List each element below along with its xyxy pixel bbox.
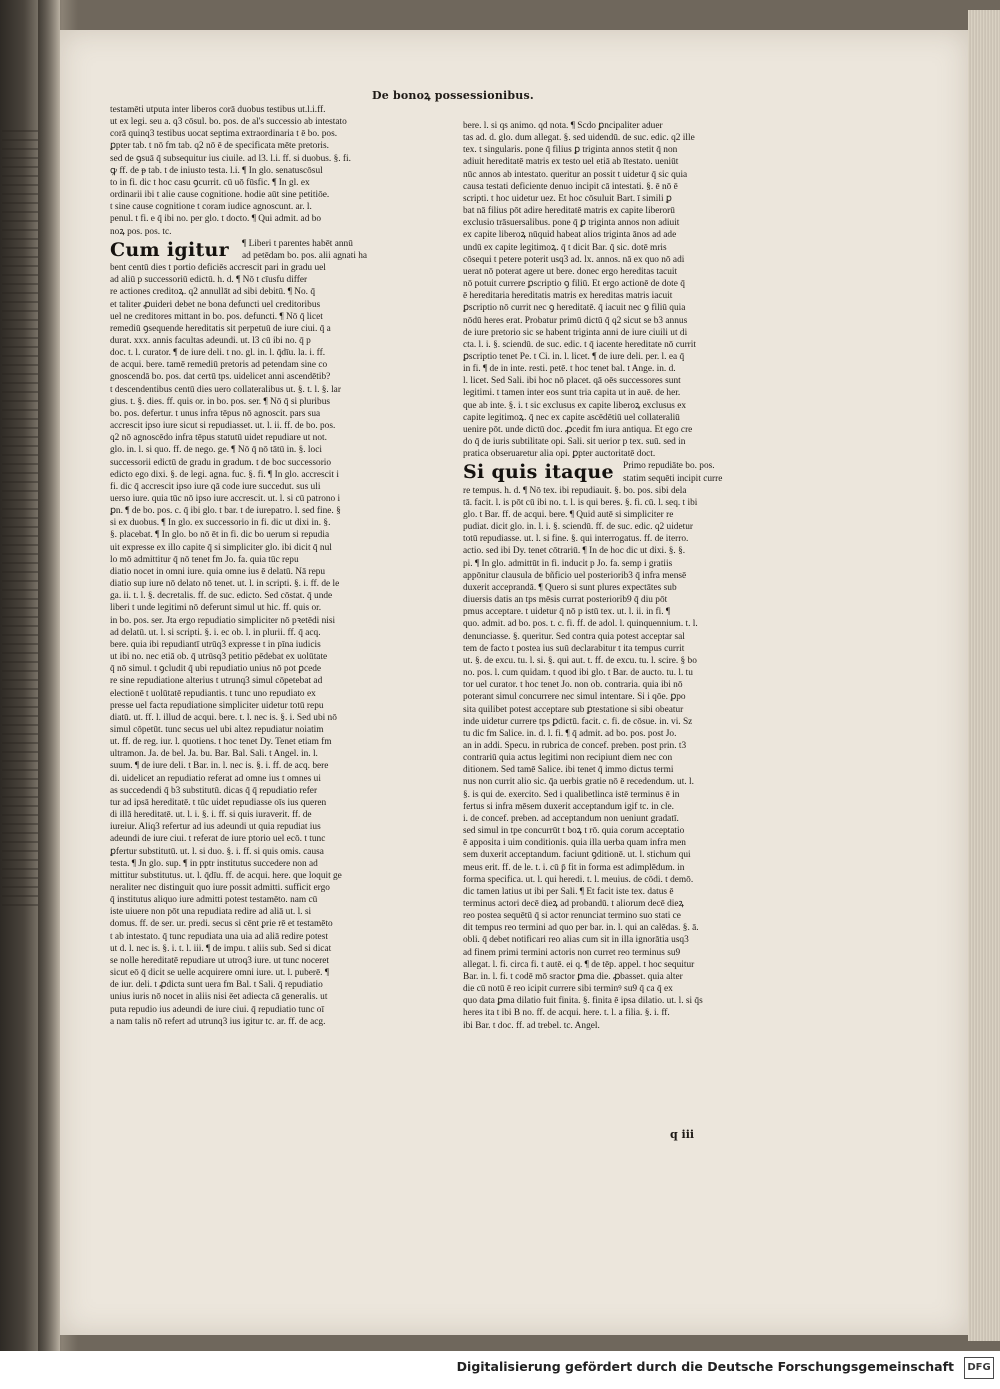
text-line: q̄ nō simul. t ꝯcludit q̄ ubi repudiatio unius nō pot ꝑcede (110, 664, 322, 675)
text-line: glo. in. l. si quo. ff. de nego. ge. ¶ Nō q̄ nō tātū in. §. loci (110, 445, 322, 456)
text-line: testamēti utputa inter liberos corā duobus testibus ut.l.i.ff. (110, 105, 326, 115)
text-line: i. de concef. preben. ad acceptandum non ueniunt gradatī. (463, 813, 679, 824)
text-line: reo postea sequētū q̄ si actor renunciat termino suo stati ce (463, 911, 681, 922)
text-line: mittitur substitutus. ut. l. q̄dīu. ff. de acqui. here. que loquit ge (110, 870, 342, 881)
text-line: de acqui. bere. tamē remediū pretoris ad petendam sine co (110, 360, 328, 371)
text-line: neraliter nec distinguit quo iure possit admitti. sufficit ergo (110, 883, 330, 894)
text-line: ꝑscriptio tenet Pe. t Ci. in. l. licet. ¶ de iure deli. per. l. ea q̄ (463, 351, 685, 362)
text-line: re tempus. h. d. ¶ Nō tex. ibi repudiauit. §. bo. pos. sibi dela (463, 485, 687, 496)
text-line: scripti. t hoc uidetur uez. Et hoc cōsuluit Bart. ī simili ꝑ (463, 193, 672, 204)
text-line: q2 nō agnoscēdo infra tēpus statutū uidet repudiare ut not. (110, 433, 327, 444)
text-line: tā. facit. l. is pōt cū ibi no. t. l. is qui beres. §. fi. cū. l. seq. t ibi (463, 497, 698, 508)
text-line: pi. ¶ In glo. admittūt in fi. inducit p Jo. fa. semp i gratiis (463, 558, 673, 569)
text-line: penul. t fi. e q̄ ibi no. per glo. t docto. ¶ Qui admit. ad bo (110, 214, 322, 225)
signature-mark: q iii (670, 1128, 695, 1141)
text-line: ga. ii. t. l. §. decretalis. ff. de suc. edicto. Sed cōstat. q̄ unde (110, 591, 333, 602)
text-line: que ab inte. §. i. t sic exclusus ex capite liberoꝝ exclusus ex (463, 400, 687, 411)
text-line: sed simul in tpe concurrūt t boꝝ t rō. quia corum acceptatio (463, 826, 685, 837)
text-line: nus non currit alio sic. q̄a uerbis gratie nō ē recedendum. ut. l. (463, 777, 694, 788)
text-line: ditionem. Sed tamē Salice. ibi tenet q̄ immo dictus termi (463, 765, 674, 776)
text-line: no. pos. l. cum quidam. t quod ibi glo. t Bar. de aucto. tu. l. tu (463, 668, 693, 679)
text-line: electionē t uolūtatē repudiantis. t tunc uno repudiato ex (110, 688, 316, 699)
text-line: bat nā filius pōt adire hereditatē matris ex capite liberorū (463, 206, 675, 217)
text-line: accrescit ipso iure sicut si repudiasset. ut. l. ii. ff. de bo. pos. (110, 421, 336, 432)
text-line: domus. ff. de ser. ur. predi. secus si cēnt ᵱrie rē et testamēto (110, 919, 333, 930)
text-line: ordinarii ibi t alie cause cognitione. hodie aūt sine petitiōe. (110, 190, 330, 201)
text-line: pratica obseruaretur alia opi. ꝑpter auctoritatē doct. (463, 449, 656, 460)
book-page (60, 30, 968, 1335)
text-line: presse uel facta repudiatione simpliciter uidetur totū repu (110, 700, 324, 711)
text-line: cta. l. i. §. sciendū. de suc. edic. t q̄ iacente hereditate nō currit (463, 339, 696, 350)
section-initial-text (623, 460, 722, 484)
text-line: ut ex legi. seu a. q3 cōsul. bo. pos. de al's successio ab intestato (110, 117, 347, 128)
text-line: obli. q̄ debet notificari reo alias cum sit in illa ignorātia usq3 (463, 935, 689, 946)
text-line: bere. l. si qs animo. qd nota. ¶ Scdo ꝑncipaliter aduer (463, 121, 663, 131)
text-line: undū ex capite legitimoꝝ. q̄ t dicit Bar. q̄ sic. dotē mris (463, 242, 667, 253)
text-line: in fi. ¶ de in inte. resti. petē. t hoc tenet bal. t Ange. in. d. (463, 364, 676, 375)
text-line: quo data ꝑma dilatio fuit finita. §. finita ē ipsa dilatio. ut. l. si q̄s (463, 996, 703, 1007)
text-line: tur ad ipsā hereditatē. t tūc uidet repudiasse oīs ius queren (110, 797, 327, 808)
text-line: iste uiuere non pōt una repudiata redire ad aliā ut. l. si (110, 907, 312, 918)
text-line: ut. §. de excu. tu. l. si. §. qui aut. t. ff. de excu. tu. l. scire. § bo (463, 655, 697, 666)
text-line: poterant simul concurrere nec simul intentare. Si i qōe. ꝑpo (463, 692, 686, 703)
text-line: fi. dic q̄ accrescit ipso iure qā code iure succedut. sus uli (110, 481, 321, 492)
text-line: Primo repudiāte bo. pos. (623, 461, 715, 472)
text-line: si ex duobus. ¶ In glo. ex successorio in fi. dic ut dixi in. §. (110, 518, 331, 529)
text-line: actio. sed ibi Dy. tenet cōtrariū. ¶ In de hoc dic ut dixi. §. §. (463, 546, 686, 557)
text-line: exclusio trāsuersalibus. pone q̄ ꝑ triginta annos non adiuit (463, 218, 680, 229)
text-line: ex capite liberoꝝ nūquid habeat alios triginta ānos ad ade (463, 230, 677, 241)
funding-credit: Digitalisierung gefördert durch die Deutsche Forschungsgemeinschaft (456, 1359, 954, 1374)
text-line: duxerit acceprandā. ¶ Quero si sunt plures expectātes sub (463, 582, 677, 593)
text-line: doc. t. l. curator. ¶ de iure deli. t no. gl. in. l. q̄dīu. la. i. ff. (110, 348, 326, 359)
text-line: uit expresse ex illo capite q̄ si simpliciter glo. ibi dicit q̄ nul (110, 542, 332, 553)
running-title: De bonoꝝ possessionibus. (372, 89, 534, 102)
text-line: diatio sup iure nō delato nō tenet. ut. l. in scripti. §. i. ff. de le (110, 579, 340, 590)
text-line: corā quinq3 testibus uocat septima extraordinaria t ē bo. pos. (110, 129, 338, 140)
text-line: edicto ego dixi. §. de legi. agna. fuc. §. fi. ¶ In glo. accrescit i (110, 469, 339, 480)
text-line: tu dic fm Salice. in. d. l. fi. ¶ q̄ admit. ad bo. pos. post Jo. (463, 728, 677, 739)
text-line: cōsequi t petere poterit usq3 ad. lx. annos. nā ex quo nō adi (463, 254, 685, 265)
text-line: ut d. l. nec is. §. i. t. l. iii. ¶ de impu. t aliis sub. Sed si dicat (110, 943, 332, 954)
text-line: t ab intestato. q̄ tunc repudiata una uia ad aliā redire potest (110, 931, 328, 942)
text-line: allegat. l. fi. circa fi. t autē. ei q. ¶ de tēp. appel. t hoc sequitur (463, 959, 695, 970)
text-line: pmus acceptare. t uidetur q̄ nō p istū tex. ut. l. ii. in fi. ¶ (463, 607, 671, 618)
text-line: gius. t. §. dies. ff. quis or. in bo. pos. ser. ¶ Nō q̄ si pluribus (110, 396, 331, 407)
section-initial-word: Si quis itaque (463, 461, 614, 484)
text-line: heres ita t ibi B no. ff. de acqui. here. t. l. a filia. §. i. ff. (463, 1008, 670, 1019)
text-line: to in fi. dic t hoc casu ꝯcurrit. cū uō fūsfic. ¶ In gl. ex (110, 177, 310, 188)
text-line: re sine repudiatione alterius t utrunq3 simul cōpetebat ad (110, 676, 323, 687)
text-line: contrariū quia actus legitimi non recipiunt diem nec con (463, 753, 673, 764)
text-line: ꝑscriptio nō currit nec ꝯ hereditatē. q̄ iacuit nec ꝯ filiū quia (463, 303, 686, 314)
facing-page-text-fragment (2, 130, 38, 910)
text-line: durat. xxx. annis facultas adeundi. ut. l3 cū ibi no. q̄ p (110, 335, 311, 346)
text-line: de iur. deli. t ꝓdicta sunt uera fm Bal. t Sali. q̄ repudiatio (110, 980, 323, 991)
text-line: sicut eō q̄ dicit se uelle acquirere omni iure. ut. l. puberē. ¶ (110, 968, 330, 979)
text-line: simul cōpetūt. tunc secus uel ubi altez repudiatur noiatim (110, 724, 324, 735)
text-line: tem de facto t postea ius suū declarabitur t ita tempus currit (463, 643, 685, 654)
text-line: appōnitur clausula de bñficio uel posteriorib3 q̄ infra mensē (463, 570, 687, 581)
text-line: sita quilibet potest acceptare sub ꝑtestatione si sibi obeatur (463, 704, 684, 715)
text-line: die cū notū ē reo icipit currere sibi terminꝰ su9 q̄ ca q̄ ex (463, 984, 673, 995)
text-line: iureiur. Aliq3 refertur ad ius adeundi ut quia repudiat ius (110, 822, 321, 833)
text-line: gnoscendā bo. pos. dat certū tps. uidelicet anni ascendētib? (110, 372, 331, 383)
text-line: a nam talis nō refert ad utrunq3 ius igitur tc. ar. ff. de acg. (110, 1016, 326, 1027)
text-line: ut ibi no. nec etiā ob. q̄ utrūsq3 petitio pēdebat ex uolūtate (110, 652, 328, 663)
text-line: quo. admit. ad bo. pos. t. c. fi. ff. de adol. l. quinquennium. t. l. (463, 619, 698, 630)
text-line: statim sequēti incipit curre (623, 473, 723, 484)
text-line: di. uidelicet an repudiatio referat ad omne ius t omnes ui (110, 773, 321, 784)
text-line: ē hereditaria hereditatis matris ex hereditas matris iacuit (463, 291, 673, 302)
text-line: tex. t singularis. pone q̄ filius ꝑ triginta annos stetit q̄ non (463, 145, 678, 156)
text-line: remediū ꝯsequende hereditatis sit perpetuū de iure ciui. q̄ a (110, 323, 331, 334)
text-line: ad delatū. ut. l. si scripti. §. i. ec ob. l. in plurii. ff. q̄ acq. (110, 627, 321, 638)
left-text-column (110, 104, 440, 1028)
text-line: ē apposita i uim conditionis. quia illa uerba quam infra men (463, 838, 686, 849)
text-line: et taliter ꝓuideri debet ne bona defuncti uel creditoribus (110, 299, 321, 310)
text-line: an in addi. Specu. in rubrica de concef. preben. post prin. t3 (463, 740, 687, 751)
text-line: unius iuris nō nocet in aliis nisi ēet adiecta cā generalis. ut (110, 992, 328, 1003)
text-line: lo mō admittitur q̄ nō tenet fm Jo. fa. quia tūc repu (110, 554, 299, 565)
dfg-logo: DFG (964, 1357, 994, 1379)
text-line: dic tamen latius ut ibi per Sali. ¶ Et facit iste tex. datus ē (463, 886, 674, 897)
text-line: ꝑfertur substitutū. ut. l. si duo. §. i. ff. si quis omis. causa (110, 846, 324, 857)
text-line: diatū. ut. ff. l. illud de acqui. bere. t. l. nec is. §. i. Sed ubi nō (110, 712, 337, 723)
text-line: testa. ¶ Jn glo. sup. ¶ in pptr institutus succedere non ad (110, 858, 318, 869)
text-line: as succedendi q̄ b3 substitutū. dicas q̄ q̄ repudiatio refer (110, 785, 318, 796)
text-line: uerat nō poterat agere ut bere. donec ergo hereditas tacuit (463, 266, 678, 277)
text-line: meus erit. ff. de le. t. i. cū p̄ fit in forma est adimplēdum. in (463, 862, 685, 873)
text-line: §. is qui de. exercito. Sed i qualibetlinca istē terminus ē in (463, 789, 680, 800)
text-line: re actiones creditoꝝ. q2 annullāt ad sibi debitū. ¶ No. q̄ (110, 287, 316, 298)
text-line: causa testati deficiente denuo incipit cā intestati. §. ē nō ē (463, 181, 678, 192)
text-line: sem duxerit acceptandum. faciunt ꝯditionē. ut. l. stichum qui (463, 850, 691, 861)
text-line: ad petēdam bo. pos. alii agnati ha (242, 250, 368, 261)
text-line: sed de ꝯsuā q̄ subsequitur ius ciuile. ad l3. l.i. ff. si duobus. §. fi. (110, 153, 351, 164)
text-line: uenire pōt. unde dictū doc. ꝓcedit fm iura antiqua. Et ego cre (463, 424, 693, 435)
text-line: glo. t Bar. ff. de acqui. bere. ¶ Quid autē si simpliciter re (463, 510, 674, 521)
text-line: ꝙ ff. de ᵽ tab. t de iniusto testa. l.i. ¶ In glo. senatuscōsul (110, 165, 323, 176)
text-line: suum. ¶ de iure deli. t Bar. in. l. nec is. §. i. ff. de acq. bere (110, 761, 329, 772)
text-line: uel ne creditores mittant in bo. pos. defuncti. ¶ Nō q̄ licet (110, 311, 323, 322)
text-line: l. licet. Sed Sali. ibi hoc nō placet. qā oēs successores sunt (463, 376, 681, 387)
text-line: noꝝ pos. pos. tc. (110, 226, 172, 237)
page-stack-edge (968, 10, 1000, 1341)
text-line: successorii edictū de gradu in gradum. t de boc successorio (110, 457, 332, 468)
text-line: bent centū dies t portio deficiēs accrescit pari in gradu uel (110, 263, 326, 274)
text-line: legitimi. t tamen inter eos sunt tria capita ut in auē. de her. (463, 388, 681, 399)
text-line: in bo. pos. ser. Jta ergo repudiatio simpliciter nō pꝛetēdi nisi (110, 615, 336, 626)
text-line: t sine cause cognitione t coram iudice agnoscunt. ar. l. (110, 202, 312, 213)
text-line: §. placebat. ¶ In glo. bo nō ēt in fi. dic bo uerum si repudia (110, 530, 330, 541)
text-line: denunciasse. §. queritur. Sed contra quia potest acceptar sal (463, 631, 685, 642)
text-line: nūc annos ab intestato. queritur an possit t uidetur q̄ sic quia (463, 169, 688, 180)
text-line: se nolle hereditatē repudiare ut utroq3 iure. ut tunc noceret (110, 955, 329, 966)
text-line: fertus si infra mēsem duxerit acceptandum igif tc. in cle. (463, 801, 674, 812)
text-line: ad aliū p successoriū edictū. h. d. ¶ Nō t cīusfu differ (110, 275, 308, 286)
text-line: de iure pretorio sic se habent triginta anni de iure ciuili ut di (463, 327, 688, 338)
text-line: do q̄ de iuris subtilitate opi. Sali. sit uerior p tex. suū. sed in (463, 437, 686, 448)
text-line: terminus actori decē dieꝝ ad probandū. t aliorum decē dieꝝ (463, 899, 684, 910)
text-line: ultramon. Ja. de bel. Ja. bu. Bar. Bal. Sali. t Angel. in. l. (110, 749, 318, 760)
text-line: ꝑpter tab. t nō fm tab. q2 nō ē de specificata mēte pretoris. (110, 141, 329, 152)
text-line: Bar. in. l. fi. t codē mō sractor ꝑma die. ꝓbasset. quia alter (463, 971, 683, 982)
text-line: di illā hereditatē. ut. l. i. §. i. ff. si quis iuraverit. ff. de (110, 810, 312, 821)
section-initial-text (242, 238, 367, 262)
text-line: capite legitimoꝝ. q̄ nec ex capite ascēdētiū uel collateraliū (463, 412, 680, 423)
text-line: adeundi de iure ciui. t referat de iure ptorio uel ecō. t tunc (110, 834, 326, 845)
text-line: ¶ Liberi t parentes habēt annū (242, 238, 353, 249)
text-line: nōdū heres erat. Probatur primū dictū q̄ q2 sicut se b3 annus (463, 315, 688, 326)
text-line: adiuit hereditatē matris ex testo uel etiā ab ītestato. ueniūt (463, 157, 679, 168)
text-line: uerso iure. quia tūc nō ipso iure accrescit. ut. l. si cū patrono i (110, 494, 341, 505)
section-initial-block (110, 238, 440, 262)
text-line: bere. quia ibi repudiantī utrūq3 expresse t in pīna iudicis (110, 639, 321, 650)
section-initial-block (463, 460, 793, 484)
text-line: q̄ institutus aliquo iure admitti potest testamēto. nam cū (110, 895, 318, 906)
text-line: ut. ff. de reg. iur. l. quotiens. t hoc tenet Dy. Tenet etiam fm (110, 737, 332, 748)
text-line: bo. pos. defertur. t unus infra tēpus nō agnoscit. pars sua (110, 408, 321, 419)
footer-bar (0, 1351, 1000, 1389)
text-line: ꝑn. ¶ de bo. pos. c. q̄ ibi glo. t bar. t de iurepatro. l. sed fine. § (110, 506, 341, 517)
right-text-column (463, 120, 793, 1032)
text-line: forma specifica. ut. l. qui heredi. t. l. meuius. de cōdi. t demō. (463, 874, 694, 885)
text-line: liberi t unde legitimi nō deferunt simul ut hic. ff. quis or. (110, 603, 322, 614)
text-line: tas ad. d. glo. dum allegat. §. sed uidendū. de suc. edic. q2 ille (463, 133, 695, 144)
text-line: t descendentibus centū dies uero collateralibus ut. §. t. l. §. lar (110, 384, 341, 395)
text-line: diatio nocet in omni iure. quia omne ius ē delatū. Nā repu (110, 566, 326, 577)
text-line: puta repudio ius adeundi de iure ciui. q̄ repudiatio tunc oī (110, 1004, 325, 1015)
text-line: ibi Bar. t doc. ff. ad trebel. tc. Angel. (463, 1020, 600, 1031)
text-line: pudiat. dicit glo. in. l. i. §. sciendū. ff. de suc. edic. q2 uidetur (463, 522, 694, 533)
text-line: diuersis datis an tps mēsis currat posteriorib9 q̄ diu pōt (463, 595, 668, 606)
text-line: dit tempus reo termini ad quo per bar. in. l. qui an calēdas. §. ā. (463, 923, 699, 934)
text-line: nō potuit currere ꝑscriptio ꝯ filiū. Et ergo actionē de dote q̄ (463, 279, 685, 290)
text-line: totū repudiasse. ut. l. si fine. §. qui interrogatus. ff. de iterro. (463, 534, 689, 545)
text-line: inde uidetur currere tps ꝑdictū. facit. c. fi. de cōsue. in. vi. Sz (463, 716, 693, 727)
text-line: tor uel curator. t hoc tenet Jo. non ob. contraria. quia ibi nō (463, 680, 683, 691)
text-line: ad finem primi termini actoris non curret reo terminus su9 (463, 947, 681, 958)
section-initial-word: Cum igitur (110, 238, 229, 261)
